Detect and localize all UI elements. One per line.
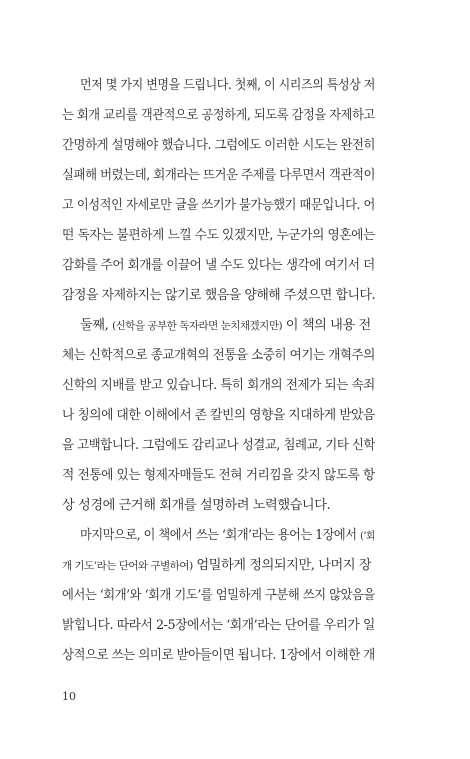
text-line <box>62 196 375 216</box>
text-line <box>62 616 375 636</box>
text-line <box>62 646 375 666</box>
text-line <box>62 256 375 276</box>
text-line-content: 밝힙니다. 따라서 2-5장에서는 ‘회개’라는 단어를 우리가 일 <box>62 618 375 633</box>
text-line <box>80 316 375 336</box>
text-line-content: 감화를 주어 회개를 이끌어 낼 수도 있다는 생각에 여기서 더 <box>62 258 375 273</box>
text-line <box>62 226 375 246</box>
text-line <box>62 376 375 396</box>
parenthetical-note: 개 기도’라는 단어와 구별하여) <box>62 560 193 572</box>
text-line <box>62 466 375 486</box>
text-line-content: 감정을 자제하지는 않기로 했음을 양해해 주셨으면 합니다. <box>62 288 376 303</box>
text-line-content: 체는 신학적으로 종교개혁의 전통을 소중히 여기는 개혁주의 <box>62 348 375 363</box>
text-line-content: 상적으로 쓰는 의미로 받아들이면 됩니다. 1장에서 이해한 개 <box>62 648 375 663</box>
text-line-content: 신학의 지배를 받고 있습니다. 특히 회개의 전제가 되는 속죄 <box>62 378 375 393</box>
text-line-content: 실패해 버렸는데, 회개라는 뜨거운 주제를 다루면서 객관적이 <box>62 168 376 183</box>
text-line <box>62 406 375 426</box>
text-line <box>62 346 375 366</box>
text-line-content: 는 회개 교리를 객관적으로 공정하게, 되도록 감정을 자제하고 <box>62 108 375 123</box>
text-line <box>62 556 375 576</box>
text-segment: 마지막으로, 이 책에서 쓰는 ‘회개’라는 용어는 1장에서 <box>80 528 361 543</box>
text-segment: 엄밀하게 정의되지만, 나머지 장 <box>192 558 372 573</box>
parenthetical-note: (‘회 <box>360 530 375 542</box>
text-line-content: 간명하게 설명해야 했습니다. 그럼에도 이러한 시도는 완전히 <box>62 138 376 153</box>
parenthetical-note: (신학을 공부한 독자라면 눈치채겠지만) <box>112 320 283 332</box>
text-line-content: 을 고백합니다. 그럼에도 감리교나 성결교, 침례교, 기타 신학 <box>62 438 376 453</box>
text-line-content: 먼저 몇 가지 변명을 드립니다. 첫째, 이 시리즈의 특성상 저 <box>80 78 375 93</box>
text-line <box>62 436 375 456</box>
text-line <box>62 496 375 516</box>
text-line-content: 상 성경에 근거해 회개를 설명하려 노력했습니다. <box>62 498 331 513</box>
text-segment: 둘째, <box>80 318 113 333</box>
text-line <box>62 136 375 156</box>
text-line-content: 고 이성적인 자세로만 글을 쓰기가 불가능했기 때문입니다. 어 <box>62 198 375 213</box>
text-line-content: 에서는 ‘회개’와 ‘회개 기도’를 엄밀하게 구분해 쓰지 않았음을 <box>62 588 375 603</box>
text-segment: 이 책의 내용 전 <box>282 318 371 333</box>
page-number: 10 <box>62 690 76 703</box>
text-line <box>80 76 375 96</box>
text-line <box>62 286 375 306</box>
text-line <box>80 526 375 546</box>
text-line <box>62 166 375 186</box>
text-line-content: 나 칭의에 대한 이해에서 존 칼빈의 영향을 지대하게 받았음 <box>62 408 375 423</box>
text-line-content: 떤 독자는 불편하게 느낄 수도 있겠지만, 누군가의 영혼에는 <box>62 228 375 243</box>
text-line <box>62 106 375 126</box>
text-line-content: 적 전통에 있는 형제자매들도 전혀 거리낌을 갖지 않도록 항 <box>62 468 375 483</box>
text-line <box>62 586 375 606</box>
